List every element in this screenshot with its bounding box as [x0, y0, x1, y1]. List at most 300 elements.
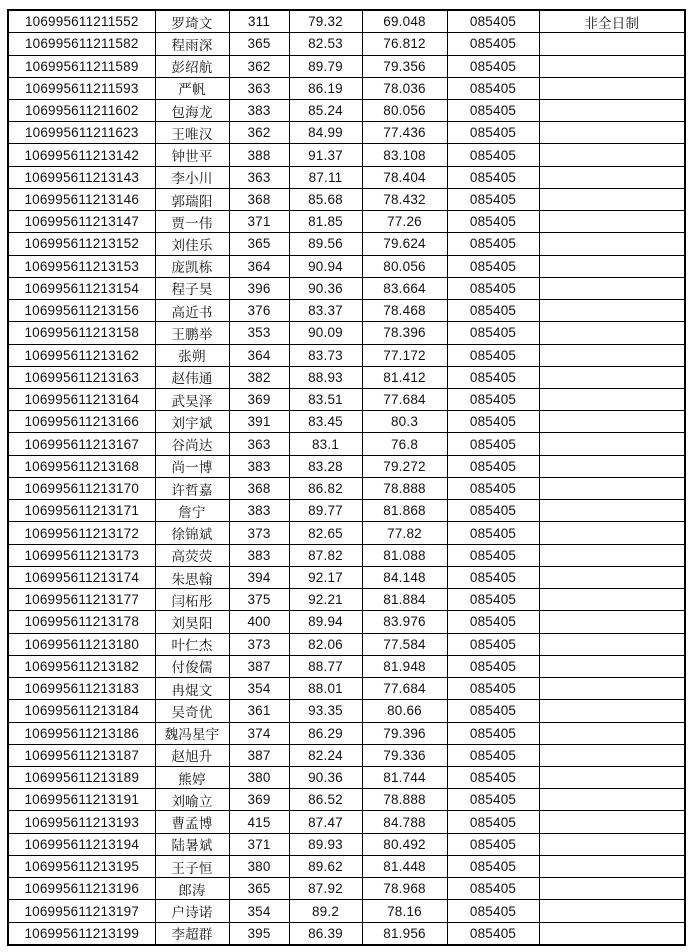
table-row	[8, 344, 685, 366]
table-row	[8, 833, 685, 855]
cell-score-3: 83.664	[362, 277, 447, 299]
cell-name: 高近书	[155, 300, 229, 322]
cell-exam-id: 106995611211552	[8, 10, 155, 33]
cell-note	[539, 366, 685, 388]
cell-score-1: 365	[229, 878, 289, 900]
cell-exam-id: 106995611213162	[8, 344, 155, 366]
cell-name: 张朔	[155, 344, 229, 366]
cell-score-2: 84.99	[289, 122, 362, 144]
table-row	[8, 900, 685, 922]
cell-score-2: 85.68	[289, 188, 362, 210]
cell-note	[539, 722, 685, 744]
cell-name: 王鹏举	[155, 322, 229, 344]
cell-score-3: 81.744	[362, 767, 447, 789]
cell-score-2: 88.01	[289, 678, 362, 700]
table-row	[8, 655, 685, 677]
cell-note	[539, 411, 685, 433]
cell-score-3: 81.868	[362, 500, 447, 522]
table-row	[8, 544, 685, 566]
table-row	[8, 500, 685, 522]
cell-name: 曹孟博	[155, 811, 229, 833]
cell-score-3: 77.26	[362, 211, 447, 233]
cell-program-code: 085405	[447, 855, 539, 877]
table-row	[8, 277, 685, 299]
cell-score-2: 82.24	[289, 744, 362, 766]
cell-score-2: 86.52	[289, 789, 362, 811]
cell-score-3: 83.976	[362, 611, 447, 633]
cell-score-2: 88.93	[289, 366, 362, 388]
cell-name: 郎涛	[155, 878, 229, 900]
cell-note	[539, 767, 685, 789]
table-row	[8, 722, 685, 744]
cell-exam-id: 106995611213153	[8, 255, 155, 277]
cell-score-3: 78.396	[362, 322, 447, 344]
cell-score-2: 89.2	[289, 900, 362, 922]
cell-score-3: 80.492	[362, 833, 447, 855]
cell-program-code: 085405	[447, 789, 539, 811]
cell-note	[539, 922, 685, 945]
cell-exam-id: 106995611213152	[8, 233, 155, 255]
cell-score-1: 371	[229, 211, 289, 233]
cell-note	[539, 878, 685, 900]
cell-score-1: 371	[229, 833, 289, 855]
cell-note	[539, 655, 685, 677]
cell-exam-id: 106995611213166	[8, 411, 155, 433]
table-row	[8, 77, 685, 99]
cell-program-code: 085405	[447, 589, 539, 611]
cell-name: 许哲嘉	[155, 477, 229, 499]
cell-score-1: 369	[229, 389, 289, 411]
cell-program-code: 085405	[447, 77, 539, 99]
cell-score-3: 81.884	[362, 589, 447, 611]
cell-score-2: 91.37	[289, 144, 362, 166]
cell-program-code: 085405	[447, 922, 539, 945]
cell-name: 王子恒	[155, 855, 229, 877]
cell-score-1: 362	[229, 55, 289, 77]
cell-note	[539, 833, 685, 855]
cell-exam-id: 106995611213167	[8, 433, 155, 455]
cell-program-code: 085405	[447, 833, 539, 855]
cell-score-1: 380	[229, 855, 289, 877]
cell-note	[539, 277, 685, 299]
cell-score-1: 415	[229, 811, 289, 833]
cell-exam-id: 106995611211593	[8, 77, 155, 99]
cell-score-3: 79.272	[362, 455, 447, 477]
cell-note	[539, 544, 685, 566]
cell-score-2: 89.56	[289, 233, 362, 255]
cell-program-code: 085405	[447, 611, 539, 633]
cell-program-code: 085405	[447, 411, 539, 433]
cell-score-1: 361	[229, 700, 289, 722]
cell-score-3: 80.056	[362, 255, 447, 277]
table-row	[8, 144, 685, 166]
cell-name: 徐锦斌	[155, 522, 229, 544]
cell-exam-id: 106995611213177	[8, 589, 155, 611]
table-row	[8, 433, 685, 455]
cell-exam-id: 106995611211589	[8, 55, 155, 77]
cell-score-3: 80.3	[362, 411, 447, 433]
table-row	[8, 188, 685, 210]
cell-exam-id: 106995611211623	[8, 122, 155, 144]
cell-name: 程子昊	[155, 277, 229, 299]
cell-score-3: 81.412	[362, 366, 447, 388]
cell-score-3: 81.088	[362, 544, 447, 566]
cell-score-1: 373	[229, 633, 289, 655]
cell-note	[539, 322, 685, 344]
cell-score-2: 92.17	[289, 566, 362, 588]
cell-score-2: 86.39	[289, 922, 362, 945]
cell-name: 李超群	[155, 922, 229, 945]
cell-note	[539, 300, 685, 322]
cell-program-code: 085405	[447, 233, 539, 255]
cell-score-3: 78.404	[362, 166, 447, 188]
cell-name: 朱思翰	[155, 566, 229, 588]
cell-note	[539, 678, 685, 700]
cell-program-code: 085405	[447, 366, 539, 388]
cell-score-1: 395	[229, 922, 289, 945]
cell-score-1: 394	[229, 566, 289, 588]
cell-note	[539, 855, 685, 877]
cell-exam-id: 106995611213158	[8, 322, 155, 344]
cell-score-3: 80.66	[362, 700, 447, 722]
cell-name: 郭瑞阳	[155, 188, 229, 210]
cell-note	[539, 500, 685, 522]
cell-program-code: 085405	[447, 878, 539, 900]
cell-score-2: 90.94	[289, 255, 362, 277]
cell-exam-id: 106995611213170	[8, 477, 155, 499]
cell-score-3: 84.788	[362, 811, 447, 833]
cell-score-2: 87.82	[289, 544, 362, 566]
cell-score-2: 86.82	[289, 477, 362, 499]
cell-name: 包海龙	[155, 99, 229, 121]
cell-score-1: 383	[229, 455, 289, 477]
cell-score-1: 363	[229, 433, 289, 455]
cell-score-3: 81.448	[362, 855, 447, 877]
cell-program-code: 085405	[447, 544, 539, 566]
cell-name: 户诗诺	[155, 900, 229, 922]
cell-exam-id: 106995611213146	[8, 188, 155, 210]
table-row	[8, 878, 685, 900]
cell-score-3: 76.812	[362, 33, 447, 55]
table-row	[8, 300, 685, 322]
cell-score-2: 83.37	[289, 300, 362, 322]
table-row	[8, 678, 685, 700]
cell-name: 贾一伟	[155, 211, 229, 233]
cell-score-3: 79.336	[362, 744, 447, 766]
cell-score-1: 368	[229, 188, 289, 210]
cell-name: 刘宇斌	[155, 411, 229, 433]
cell-note	[539, 477, 685, 499]
table-row	[8, 455, 685, 477]
table-row	[8, 789, 685, 811]
cell-name: 冉焜文	[155, 678, 229, 700]
cell-score-1: 363	[229, 166, 289, 188]
cell-score-1: 400	[229, 611, 289, 633]
cell-exam-id: 106995611213195	[8, 855, 155, 877]
cell-note	[539, 522, 685, 544]
cell-score-2: 89.94	[289, 611, 362, 633]
table-row	[8, 522, 685, 544]
cell-note	[539, 77, 685, 99]
cell-score-2: 83.45	[289, 411, 362, 433]
table-row	[8, 611, 685, 633]
cell-name: 程雨深	[155, 33, 229, 55]
cell-score-2: 83.28	[289, 455, 362, 477]
cell-score-3: 77.684	[362, 389, 447, 411]
cell-score-2: 82.06	[289, 633, 362, 655]
cell-score-2: 82.65	[289, 522, 362, 544]
cell-score-2: 89.77	[289, 500, 362, 522]
cell-exam-id: 106995611211582	[8, 33, 155, 55]
cell-note	[539, 611, 685, 633]
cell-exam-id: 106995611211602	[8, 99, 155, 121]
cell-score-2: 92.21	[289, 589, 362, 611]
cell-score-3: 81.948	[362, 655, 447, 677]
cell-score-3: 69.048	[362, 10, 447, 33]
cell-name: 庞凯栋	[155, 255, 229, 277]
cell-exam-id: 106995611213196	[8, 878, 155, 900]
cell-exam-id: 106995611213172	[8, 522, 155, 544]
cell-score-2: 89.79	[289, 55, 362, 77]
cell-score-1: 354	[229, 678, 289, 700]
table-row	[8, 99, 685, 121]
cell-score-3: 83.108	[362, 144, 447, 166]
cell-name: 吴奇优	[155, 700, 229, 722]
cell-score-2: 89.93	[289, 833, 362, 855]
cell-score-2: 87.47	[289, 811, 362, 833]
cell-note	[539, 811, 685, 833]
cell-program-code: 085405	[447, 633, 539, 655]
cell-exam-id: 106995611213187	[8, 744, 155, 766]
table-row	[8, 55, 685, 77]
table-row	[8, 477, 685, 499]
cell-score-2: 83.73	[289, 344, 362, 366]
cell-exam-id: 106995611213168	[8, 455, 155, 477]
table-row	[8, 589, 685, 611]
table-row	[8, 566, 685, 588]
cell-program-code: 085405	[447, 33, 539, 55]
cell-score-3: 78.468	[362, 300, 447, 322]
table-row	[8, 166, 685, 188]
cell-note	[539, 744, 685, 766]
score-table	[7, 9, 686, 946]
cell-score-3: 79.356	[362, 55, 447, 77]
cell-program-code: 085405	[447, 277, 539, 299]
table-row	[8, 366, 685, 388]
cell-score-2: 85.24	[289, 99, 362, 121]
cell-exam-id: 106995611213184	[8, 700, 155, 722]
cell-score-1: 364	[229, 255, 289, 277]
cell-program-code: 085405	[447, 211, 539, 233]
cell-exam-id: 106995611213189	[8, 767, 155, 789]
cell-score-1: 365	[229, 233, 289, 255]
table-row	[8, 211, 685, 233]
cell-program-code: 085405	[447, 300, 539, 322]
cell-note	[539, 589, 685, 611]
cell-program-code: 085405	[447, 722, 539, 744]
cell-exam-id: 106995611213194	[8, 833, 155, 855]
cell-score-2: 93.35	[289, 700, 362, 722]
cell-score-3: 77.684	[362, 678, 447, 700]
cell-program-code: 085405	[447, 10, 539, 33]
cell-score-3: 79.624	[362, 233, 447, 255]
cell-exam-id: 106995611213156	[8, 300, 155, 322]
cell-score-1: 376	[229, 300, 289, 322]
table-row	[8, 389, 685, 411]
cell-score-1: 374	[229, 722, 289, 744]
cell-note	[539, 900, 685, 922]
cell-score-2: 86.29	[289, 722, 362, 744]
cell-program-code: 085405	[447, 744, 539, 766]
table-row	[8, 233, 685, 255]
cell-program-code: 085405	[447, 188, 539, 210]
cell-name: 赵旭升	[155, 744, 229, 766]
cell-exam-id: 106995611213142	[8, 144, 155, 166]
cell-name: 高荧荧	[155, 544, 229, 566]
cell-program-code: 085405	[447, 99, 539, 121]
cell-exam-id: 106995611213183	[8, 678, 155, 700]
cell-program-code: 085405	[447, 322, 539, 344]
cell-score-2: 79.32	[289, 10, 362, 33]
cell-program-code: 085405	[447, 55, 539, 77]
cell-score-1: 369	[229, 789, 289, 811]
cell-name: 闫柘彤	[155, 589, 229, 611]
cell-name: 魏冯星宇	[155, 722, 229, 744]
cell-program-code: 085405	[447, 144, 539, 166]
cell-score-1: 365	[229, 33, 289, 55]
cell-score-1: 364	[229, 344, 289, 366]
cell-score-3: 78.888	[362, 789, 447, 811]
cell-name: 熊婷	[155, 767, 229, 789]
cell-note	[539, 633, 685, 655]
cell-name: 罗琦文	[155, 10, 229, 33]
cell-score-3: 84.148	[362, 566, 447, 588]
cell-exam-id: 106995611213197	[8, 900, 155, 922]
cell-program-code: 085405	[447, 455, 539, 477]
cell-score-2: 90.36	[289, 767, 362, 789]
cell-score-2: 87.92	[289, 878, 362, 900]
cell-score-1: 388	[229, 144, 289, 166]
cell-name: 刘佳乐	[155, 233, 229, 255]
cell-note	[539, 255, 685, 277]
cell-exam-id: 106995611213143	[8, 166, 155, 188]
cell-exam-id: 106995611213174	[8, 566, 155, 588]
cell-score-2: 87.11	[289, 166, 362, 188]
cell-score-2: 90.09	[289, 322, 362, 344]
cell-note	[539, 188, 685, 210]
cell-note	[539, 33, 685, 55]
cell-note: 非全日制	[539, 10, 685, 33]
cell-score-3: 78.968	[362, 878, 447, 900]
cell-program-code: 085405	[447, 433, 539, 455]
table-row	[8, 767, 685, 789]
cell-program-code: 085405	[447, 566, 539, 588]
cell-score-1: 383	[229, 99, 289, 121]
cell-score-1: 373	[229, 522, 289, 544]
cell-score-3: 79.396	[362, 722, 447, 744]
cell-note	[539, 211, 685, 233]
cell-score-3: 78.432	[362, 188, 447, 210]
cell-program-code: 085405	[447, 700, 539, 722]
cell-score-2: 83.51	[289, 389, 362, 411]
cell-name: 詹宁	[155, 500, 229, 522]
cell-exam-id: 106995611213193	[8, 811, 155, 833]
cell-score-1: 391	[229, 411, 289, 433]
cell-exam-id: 106995611213178	[8, 611, 155, 633]
cell-score-3: 80.056	[362, 99, 447, 121]
cell-program-code: 085405	[447, 255, 539, 277]
cell-score-2: 90.36	[289, 277, 362, 299]
cell-score-3: 77.436	[362, 122, 447, 144]
table-row	[8, 10, 685, 33]
cell-score-1: 362	[229, 122, 289, 144]
cell-note	[539, 700, 685, 722]
cell-name: 武昊泽	[155, 389, 229, 411]
table-row	[8, 855, 685, 877]
cell-note	[539, 144, 685, 166]
cell-score-1: 354	[229, 900, 289, 922]
cell-score-1: 311	[229, 10, 289, 33]
cell-score-1: 383	[229, 500, 289, 522]
cell-score-3: 78.036	[362, 77, 447, 99]
cell-score-2: 88.77	[289, 655, 362, 677]
cell-score-2: 89.62	[289, 855, 362, 877]
cell-note	[539, 566, 685, 588]
cell-name: 王唯汉	[155, 122, 229, 144]
cell-program-code: 085405	[447, 344, 539, 366]
cell-note	[539, 789, 685, 811]
cell-score-1: 382	[229, 366, 289, 388]
cell-score-3: 78.16	[362, 900, 447, 922]
cell-note	[539, 166, 685, 188]
cell-name: 尚一博	[155, 455, 229, 477]
cell-score-2: 82.53	[289, 33, 362, 55]
cell-score-1: 380	[229, 767, 289, 789]
cell-program-code: 085405	[447, 477, 539, 499]
cell-program-code: 085405	[447, 522, 539, 544]
cell-name: 赵伟通	[155, 366, 229, 388]
table-row	[8, 922, 685, 945]
table-row	[8, 33, 685, 55]
cell-name: 谷尚达	[155, 433, 229, 455]
cell-exam-id: 106995611213164	[8, 389, 155, 411]
table-row	[8, 255, 685, 277]
cell-note	[539, 233, 685, 255]
cell-score-1: 387	[229, 655, 289, 677]
cell-score-1: 383	[229, 544, 289, 566]
cell-program-code: 085405	[447, 655, 539, 677]
cell-name: 刘昊阳	[155, 611, 229, 633]
cell-score-1: 353	[229, 322, 289, 344]
cell-score-1: 368	[229, 477, 289, 499]
cell-note	[539, 122, 685, 144]
table-row	[8, 811, 685, 833]
cell-exam-id: 106995611213173	[8, 544, 155, 566]
cell-program-code: 085405	[447, 767, 539, 789]
table-row	[8, 411, 685, 433]
table-body	[8, 10, 685, 945]
cell-score-2: 83.1	[289, 433, 362, 455]
cell-exam-id: 106995611213147	[8, 211, 155, 233]
cell-score-2: 81.85	[289, 211, 362, 233]
cell-program-code: 085405	[447, 500, 539, 522]
cell-exam-id: 106995611213163	[8, 366, 155, 388]
cell-program-code: 085405	[447, 900, 539, 922]
cell-score-3: 77.82	[362, 522, 447, 544]
table-row	[8, 122, 685, 144]
cell-score-3: 77.584	[362, 633, 447, 655]
cell-score-1: 387	[229, 744, 289, 766]
